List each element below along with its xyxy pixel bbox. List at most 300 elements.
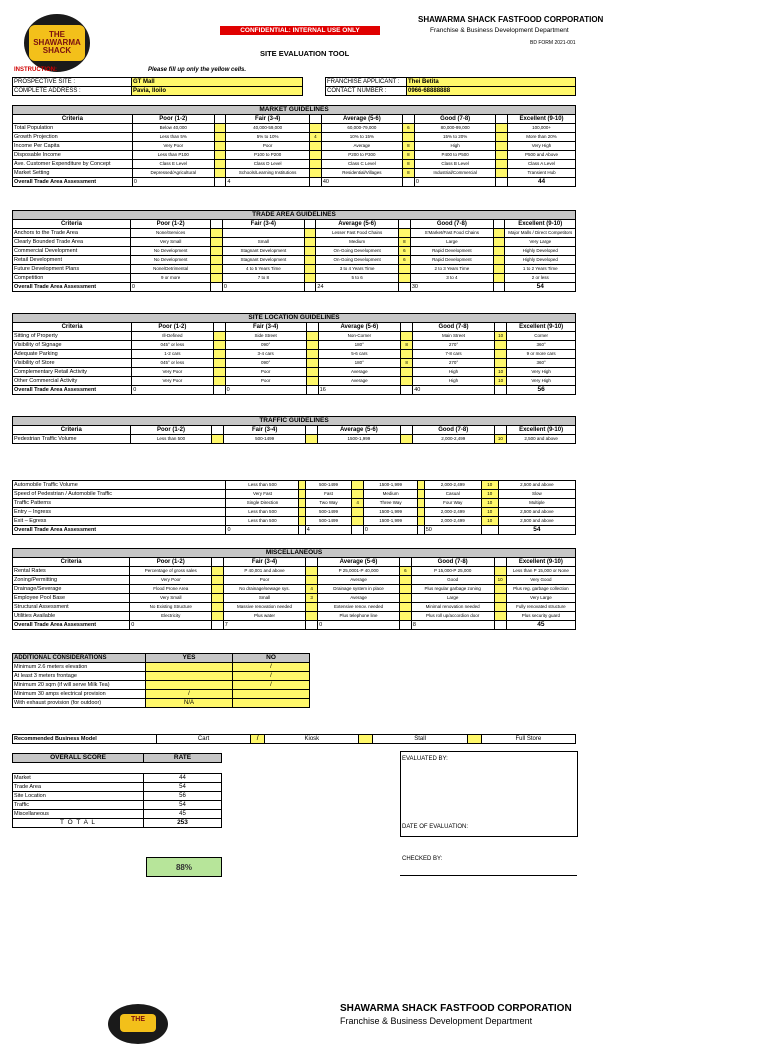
criteria-option: High [414,142,496,151]
score-input[interactable] [494,567,506,576]
score-input[interactable] [213,368,225,377]
criteria-label: Clearly Bounded Trade Area [13,238,131,247]
score-input[interactable] [306,350,318,359]
criteria-row [13,368,576,377]
criteria-option: 9 or more cars [507,350,576,359]
criteria-row [13,124,576,133]
score-input[interactable]: 8 [402,142,414,151]
score-input[interactable] [352,517,364,526]
criteria-option: 180° [318,341,400,350]
score-input[interactable]: 10 [481,508,498,517]
score-input[interactable] [496,142,508,151]
criteria-option: Below 40,000 [132,124,214,133]
subtotal-value: 24 [316,283,398,292]
criteria-option: 100,000+ [508,124,576,133]
criteria-option: More than 20% [508,133,576,142]
criteria-option: On-Going Development [316,247,398,256]
score-input[interactable]: 10 [481,481,498,490]
criteria-option: Very Large [506,594,575,603]
score-input[interactable] [493,229,505,238]
criteria-row [13,612,576,621]
criteria-label: Other Commercial Activity [13,377,132,386]
criteria-option: Industrial/Commercial [414,169,496,178]
guideline-section-table [12,548,576,630]
score-input[interactable] [398,274,410,283]
no-check-field[interactable]: / [233,672,310,681]
criteria-option: 045° or less [132,359,213,368]
yes-check-field[interactable] [146,681,233,690]
score-input[interactable]: 4 [306,585,318,594]
criteria-row [13,594,576,603]
spacer [494,386,507,395]
criteria-option: Less than 500 [226,508,299,517]
spacer [211,283,223,292]
footer-department-name: Franchise & Business Development Department [340,1016,533,1026]
criteria-option: Medium [316,238,398,247]
score-input[interactable]: 10 [494,377,507,386]
column-header: Average (5-6) [318,426,401,435]
score-input[interactable]: 10 [494,332,507,341]
overall-score-title: OVERALL SCORE [13,754,144,763]
score-input[interactable] [494,341,507,350]
subtotal-value: 16 [318,386,400,395]
score-input[interactable] [399,585,411,594]
spacer [213,386,225,395]
score-row [13,801,222,810]
score-input[interactable] [212,603,223,612]
score-input[interactable]: 8 [401,359,413,368]
score-input[interactable]: 6 [398,256,410,265]
consideration-label: Minimum 20 sqm (if will serve Milk Tea) [13,681,146,690]
site-value-field[interactable]: GT Mall [132,78,303,87]
subtotal-value: 0 [130,621,212,630]
score-input[interactable] [401,350,413,359]
score-input[interactable]: 6 [402,124,414,133]
criteria-option: Two Way [305,499,352,508]
criteria-option: Class B Level [414,160,496,169]
criteria-row [13,499,576,508]
criteria-option: 500-1499 [305,481,352,490]
criteria-option: Small [222,238,304,247]
score-row [13,810,222,819]
score-input[interactable] [214,151,226,160]
score-input[interactable] [212,594,223,603]
criteria-option: Average [318,594,400,603]
column-header: Fair (3-4) [222,220,304,229]
criteria-option: Class C Level [321,160,402,169]
yes-check-field[interactable]: N/A [146,699,233,708]
total-label: Overall Trade Area Assessment [13,526,226,535]
score-input[interactable] [493,256,505,265]
column-header: Excellent (9-10) [507,323,576,332]
criteria-option: 10% to 15% [321,133,402,142]
score-input[interactable] [304,238,316,247]
criteria-option: 5% to 10% [226,133,309,142]
score-input[interactable] [309,124,321,133]
score-input[interactable] [305,435,317,444]
score-input[interactable] [402,133,414,142]
score-input[interactable] [306,332,318,341]
score-input[interactable] [493,238,505,247]
spacer [304,283,316,292]
column-header: Criteria [13,426,131,435]
criteria-option: 2 to 3 Years Time [410,265,493,274]
score-value: 44 [144,774,222,783]
criteria-option: Less than P 15,000 or None [506,567,575,576]
score-input[interactable] [352,508,364,517]
score-input[interactable] [212,612,223,621]
criteria-option: High [413,377,495,386]
criteria-label: Future Development Plans [13,265,131,274]
criteria-row [13,490,576,499]
criteria-option: Class D Level [226,160,309,169]
column-header: Average (5-6) [316,220,398,229]
score-input[interactable]: 10 [481,490,498,499]
score-input[interactable] [304,247,316,256]
score-input[interactable]: 10 [494,368,507,377]
criteria-label: Employee Pool Base [13,594,130,603]
score-input[interactable] [213,359,225,368]
score-input[interactable] [304,256,316,265]
criteria-option: 270° [413,341,495,350]
score-input[interactable]: 10 [494,576,506,585]
criteria-option: Average [318,368,400,377]
score-input[interactable] [399,612,411,621]
criteria-option: 2,000-2,499 [424,508,481,517]
section-title: MISCELLANEOUS [13,549,576,558]
criteria-option: 40,000-59,000 [226,124,309,133]
total-label: Overall Trade Area Assessment [13,386,132,395]
score-input[interactable] [496,151,508,160]
model-choice-field[interactable]: / [251,735,265,744]
score-input[interactable] [494,612,506,621]
checked-by-signature-line[interactable] [400,875,577,876]
model-choice-field[interactable] [359,735,373,744]
business-model-label: Recommended Business Model [13,735,157,744]
score-input[interactable] [306,576,318,585]
criteria-option: Depressed/Agricultural [132,169,214,178]
score-input[interactable] [306,359,318,368]
guideline-section-table [12,480,576,535]
score-input[interactable] [398,229,410,238]
criteria-option: Very Poor [130,576,212,585]
criteria-row [13,517,576,526]
header-spacer [306,323,318,332]
column-header: Good (7-8) [412,426,494,435]
score-input[interactable] [211,265,223,274]
criteria-label: Visibility of Store [13,359,132,368]
column-header: Poor (1-2) [130,426,212,435]
criteria-option: No Development [130,256,210,265]
score-input[interactable] [214,142,226,151]
criteria-option: Flood Prone Area [130,585,212,594]
criteria-label: Ave. Customer Expenditure by Concept [13,160,133,169]
criteria-option: 1500-1,999 [363,508,417,517]
criteria-option: Highly Developed [505,256,576,265]
criteria-row [13,567,576,576]
criteria-option: Percentage of gross sales [130,567,212,576]
criteria-option: Fast [305,490,352,499]
total-row [13,178,576,187]
spacer [493,283,505,292]
score-input[interactable] [493,274,505,283]
score-input[interactable] [212,585,223,594]
score-input[interactable] [352,490,364,499]
score-input[interactable] [309,142,321,151]
consideration-label: Minimum 30 amps electrical provision [13,690,146,699]
criteria-option: Three Way [363,499,417,508]
criteria-label: Market Setting [13,169,133,178]
score-input[interactable] [493,247,505,256]
model-choice-field[interactable] [467,735,481,744]
criteria-label: Exit – Egress [13,517,226,526]
subtotal-value: 8 [411,621,494,630]
criteria-option: No Development [130,247,210,256]
score-input[interactable] [306,341,318,350]
score-input[interactable] [211,229,223,238]
business-model-table [12,734,576,744]
criteria-option: 045° or less [132,341,213,350]
score-input[interactable] [496,169,508,178]
criteria-row [13,435,576,444]
header-spacer [211,220,223,229]
score-input[interactable] [213,350,225,359]
criteria-option: P 15,000-P 25,000 [411,567,494,576]
guideline-section-table [12,105,576,187]
score-input[interactable]: 10 [481,517,498,526]
criteria-option: Transient Hub [508,169,576,178]
score-input[interactable] [304,274,316,283]
criteria-row [13,585,576,594]
header-spacer [401,323,413,332]
applicant-label: FRANCHISE APPLICANT : [326,78,407,87]
criteria-option: Casual [424,490,481,499]
no-check-field[interactable] [233,699,310,708]
consideration-row [13,663,310,672]
score-input[interactable] [214,169,226,178]
contact-value-field[interactable]: 0966-68888888 [407,87,576,96]
criteria-option: 1500-1,999 [363,481,417,490]
score-input[interactable]: 6 [398,247,410,256]
criteria-option: Plus telephone line [318,612,400,621]
criteria-option: Electricity [130,612,212,621]
score-input[interactable]: 8 [402,160,414,169]
score-input[interactable]: 10 [481,499,498,508]
criteria-label: Structural Assessment [13,603,130,612]
column-header: Excellent (9-10) [507,426,576,435]
spacer [306,621,318,630]
criteria-option: 2,500 and above [498,508,575,517]
column-header: Average (5-6) [318,323,400,332]
criteria-row [13,603,576,612]
criteria-option: None/Detrimental [130,265,210,274]
criteria-option: Very Small [130,238,210,247]
score-input[interactable]: 4 [309,133,321,142]
score-input[interactable] [213,332,225,341]
score-value: 54 [144,801,222,810]
score-input[interactable] [214,133,226,142]
criteria-option: Drainage system in place [318,585,400,594]
score-category: Market [13,774,144,783]
address-value-field[interactable]: Pavia, Iloilo [132,87,303,96]
criteria-option: Residential/Villages [321,169,402,178]
criteria-option: S'Market/Fast Food Chains [410,229,493,238]
spacer [214,178,226,187]
criteria-option: Less than 500 [130,435,212,444]
criteria-option: Highly Developed [505,247,576,256]
score-input[interactable] [214,160,226,169]
subtotal-value: 4 [305,526,352,535]
criteria-label: Speed of Pedestrian / Automobile Traffic [13,490,226,499]
score-input[interactable] [309,151,321,160]
score-input[interactable] [214,124,226,133]
criteria-option: 3 to 4 [410,274,493,283]
guideline-section-table [12,416,576,444]
criteria-option: 360° [507,359,576,368]
criteria-label: Pedestrian Traffic Volume [13,435,131,444]
instruction-label: INSTRUCTION: [14,67,57,73]
score-input[interactable] [401,377,413,386]
criteria-option: 2,000-2,499 [412,435,494,444]
score-input[interactable] [399,594,411,603]
score-input[interactable] [398,265,410,274]
score-input[interactable] [212,576,223,585]
criteria-option: Very High [508,142,576,151]
criteria-label: Traffic Patterns [13,499,226,508]
criteria-option: 2,500 and above [498,481,575,490]
score-input[interactable] [304,265,316,274]
header-spacer [212,426,224,435]
score-input[interactable] [493,265,505,274]
score-input[interactable]: 8 [401,341,413,350]
score-input[interactable] [306,603,318,612]
criteria-option: Very Poor [132,142,214,151]
score-value: 45 [144,810,222,819]
score-input[interactable] [494,359,507,368]
criteria-option: Stagnant Development [222,256,304,265]
score-input[interactable]: 8 [402,151,414,160]
consideration-row [13,672,310,681]
score-input[interactable]: 4 [352,499,364,508]
score-input[interactable] [494,350,507,359]
overall-percentage: 88% [146,857,222,877]
column-header: Good (7-8) [411,558,494,567]
score-input[interactable] [211,274,223,283]
score-input[interactable] [494,594,506,603]
score-input[interactable] [309,169,321,178]
score-input[interactable] [401,368,413,377]
subtotal-value: 30 [410,283,493,292]
score-input[interactable] [494,603,506,612]
criteria-row [13,377,576,386]
no-check-field[interactable]: / [233,681,310,690]
checked-by-label: CHECKED BY: [402,856,443,862]
score-input[interactable] [211,256,223,265]
subtotal-value: 0 [130,283,210,292]
score-input[interactable] [401,332,413,341]
criteria-option: On-Going Development [316,256,398,265]
score-input[interactable]: 10 [494,435,507,444]
total-row [13,283,576,292]
criteria-option: Large [411,594,494,603]
score-input[interactable]: 3 [306,594,318,603]
score-input[interactable] [309,160,321,169]
score-input[interactable] [304,229,316,238]
yes-check-field[interactable]: / [146,690,233,699]
score-input[interactable] [400,435,412,444]
score-input[interactable] [213,341,225,350]
score-input[interactable] [496,124,508,133]
criteria-row [13,359,576,368]
criteria-option: 7 to 8 [222,274,304,283]
score-input[interactable] [399,576,411,585]
score-input[interactable] [306,612,318,621]
score-input[interactable] [211,238,223,247]
criteria-option: Plus roll up/accordion door [411,612,494,621]
overall-score-table [12,753,222,828]
yes-header: YES [146,654,233,663]
score-input[interactable] [399,603,411,612]
header-spacer [496,115,508,124]
score-input[interactable]: 8 [402,169,414,178]
form-number: BD FORM 2021-001 [530,40,576,46]
column-header: Fair (3-4) [225,323,306,332]
header-spacer [212,558,223,567]
score-input[interactable] [306,368,318,377]
score-input[interactable] [306,567,318,576]
criteria-option: 2,000-2,499 [424,481,481,490]
score-input[interactable] [211,247,223,256]
criteria-label: Drainage/Severage [13,585,130,594]
score-input[interactable] [496,160,508,169]
criteria-option: Average [321,142,402,151]
criteria-label: Sitting of Property [13,332,132,341]
header-spacer [399,558,411,567]
criteria-option: Multiple [498,499,575,508]
header-spacer [398,220,410,229]
consideration-row [13,699,310,708]
score-input[interactable]: 6 [399,567,411,576]
criteria-option: Very Good [506,576,575,585]
score-input[interactable] [213,377,225,386]
no-check-field[interactable]: / [233,663,310,672]
score-input[interactable] [212,567,223,576]
score-input[interactable] [306,377,318,386]
yes-check-field[interactable] [146,663,233,672]
score-input[interactable] [494,585,506,594]
column-header: Poor (1-2) [132,115,214,124]
no-check-field[interactable] [233,690,310,699]
model-option: Stall [373,735,467,744]
score-input[interactable] [352,481,364,490]
yes-check-field[interactable] [146,672,233,681]
score-input[interactable] [496,133,508,142]
subtotal-value: 50 [424,526,481,535]
column-header: Fair (3-4) [224,426,306,435]
criteria-option: 270° [413,359,495,368]
score-input[interactable] [212,435,224,444]
criteria-label: Rental Rates [13,567,130,576]
score-input[interactable]: 8 [398,238,410,247]
spacer [303,78,326,87]
criteria-option: 7-8 cars [413,350,495,359]
subtotal-value: 0 [414,178,496,187]
section-title: SITE LOCATION GUIDELINES [13,314,576,323]
applicant-value-field[interactable]: Thei Betita [407,78,576,87]
subtotal-value: 0 [222,283,304,292]
criteria-option: No Existing Structure [130,603,212,612]
criteria-option: High [413,368,495,377]
